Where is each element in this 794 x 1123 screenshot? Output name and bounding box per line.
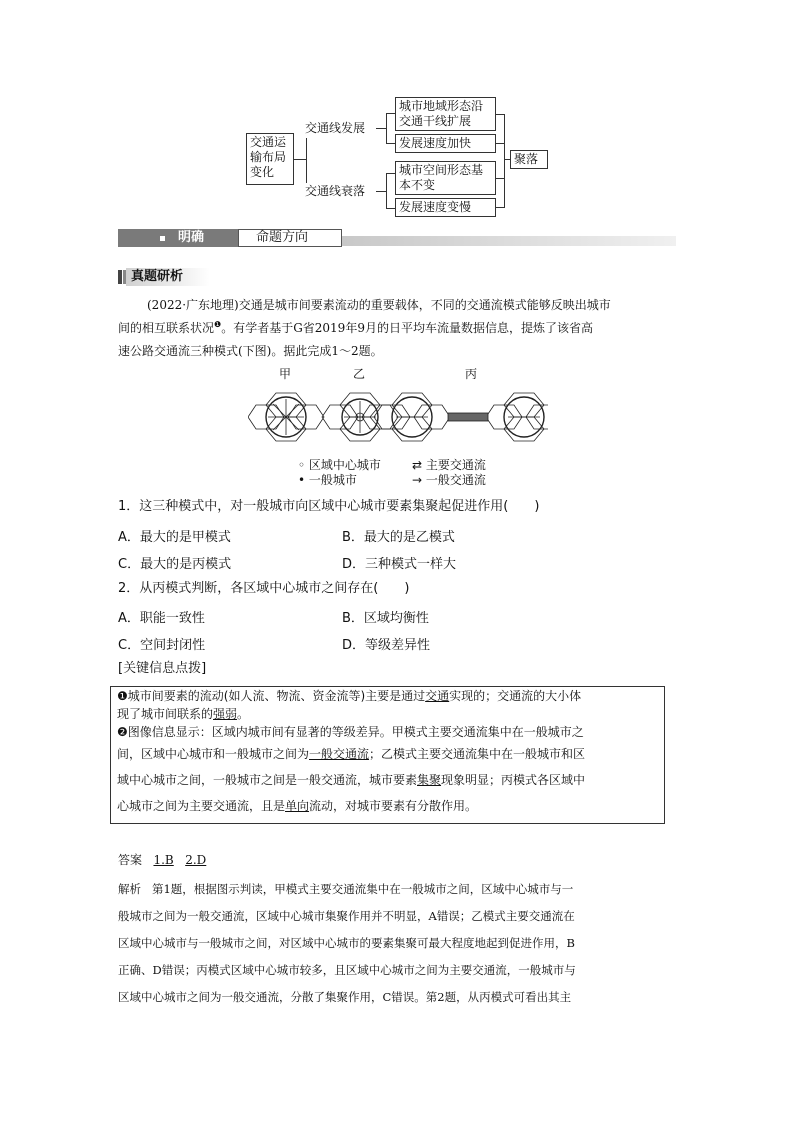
diagram-root-box (246, 133, 294, 185)
pattern-bing (374, 393, 548, 441)
analysis-l1: 第1题，根据图示判读，甲模式主要交通流集中在一般城市之间，区域中心城市与一 (151, 882, 574, 896)
q1-option-b[interactable]: B．最大的是乙模式 (342, 530, 455, 545)
analysis-line-3: 区域中心城市与一般城市之间，对区域中心城市的要素集聚可最大程度地起到促进作用，B (118, 936, 575, 950)
diagram-leaf-down-2 (395, 198, 496, 217)
k4u: 一般交通流 (309, 747, 370, 761)
analysis-line-4: 正确、D错误；丙模式区域中心城市较多，且区域中心城市之间为主要交通流，一般城市与 (118, 963, 576, 977)
q2-stem: 2．从丙模式判断，各区域中心城市之间存在( ) (118, 581, 410, 596)
k2u: 强弱 (213, 707, 238, 721)
banner-right: 命题方向 (256, 230, 309, 245)
k2a: 现了城市间联系的 (117, 707, 214, 721)
k6b: 流动，对城市要素有分散作用。 (309, 799, 478, 813)
k5b: 现象明显；丙模式各区域中 (441, 773, 586, 787)
q1-option-a[interactable]: A．最大的是甲模式 (118, 530, 231, 545)
leaf-up-1-label: 城市地域形态沿交通干线扩展 (399, 99, 484, 128)
legend-general-flow (412, 472, 486, 489)
intro-line-2-text: 间的相互联系状况 (118, 321, 215, 335)
diagram-branch-down (302, 183, 376, 201)
legend-main-flow-label: 主要交通流 (425, 458, 486, 472)
pattern-yi (322, 393, 398, 441)
leaf-down-1-label: 城市空间形态基本不变 (399, 163, 484, 192)
main-flow-icon: ⇄ (412, 458, 426, 472)
q1-option-c[interactable]: C．最大的是丙模式 (118, 557, 232, 572)
branch-up-label: 交通线发展 (305, 121, 366, 135)
legend-general-city (298, 472, 357, 489)
k1b: 实现的；交通流的大小体 (449, 689, 582, 703)
legend-general-flow-label: 一般交通流 (425, 473, 486, 487)
k6u: 单向 (285, 799, 310, 813)
diagram-leaf-up-1 (395, 97, 496, 131)
answer-1: 1.B (153, 853, 174, 867)
diagram-root-label: 交通运输布局变化 (250, 135, 287, 179)
key-info-line-1 (117, 688, 581, 705)
k4b: ；乙模式主要交通流集中在一般城市和区 (369, 747, 586, 761)
general-city-icon: • (298, 473, 309, 487)
pattern-jia (248, 393, 324, 441)
q2-option-d[interactable]: D．等级差异性 (342, 638, 431, 653)
diagram-result-box (510, 150, 548, 169)
leaf-up-2-label: 发展速度加快 (399, 136, 472, 150)
q1-option-d[interactable]: D．三种模式一样大 (342, 557, 457, 572)
k1a: ❶城市间要素的流动(如人流、物流、资金流等)主要是通过 (117, 689, 426, 703)
analysis-line-2: 般城市之间为一般交通流，区域中心城市集聚作用并不明显，A错误；乙模式主要交通流在 (118, 909, 575, 923)
intro-line-2-tail: 。有学者基于G省2019年9月的日平均车流量数据信息，提炼了该省高 (221, 321, 593, 335)
answer-label: 答案 (118, 853, 143, 867)
figure-label-jia: 甲 (279, 367, 292, 381)
k5u: 集聚 (417, 773, 442, 787)
result-label: 聚落 (514, 152, 539, 166)
key-info-line-2 (117, 706, 249, 723)
key-info-title: [关键信息点拨] (118, 661, 207, 676)
traffic-flow-diagram (248, 382, 548, 452)
diagram-branch-up (302, 120, 376, 138)
q1-stem: 1．这三种模式中，对一般城市向区域中心城市要素集聚起促进作用( ) (118, 499, 540, 514)
k6a: 心城市之间为主要交通流，且是 (117, 799, 286, 813)
diagram-leaf-down-1 (395, 161, 496, 195)
q2-option-b[interactable]: B．区域均衡性 (342, 611, 429, 626)
k4a: 间，区域中心城市和一般城市之间为 (117, 747, 310, 761)
diagram-leaf-up-2 (395, 134, 496, 153)
analysis-label: 解析 (118, 882, 141, 896)
general-flow-icon: → (412, 473, 426, 487)
key-info-line-5 (117, 772, 585, 789)
key-info-line-6 (117, 798, 477, 815)
answer-line (118, 851, 206, 868)
answer-2: 2.D (185, 853, 207, 867)
k1u: 交通 (425, 689, 450, 703)
legend-center-label: 区域中心城市 (308, 458, 381, 472)
figure-label-yi: 乙 (353, 367, 366, 381)
k2b: 。 (237, 707, 250, 721)
intro-line-3: 速公路交通流三种模式(下图)。据此完成1～2题。 (118, 344, 383, 358)
intro-mark-1: ❶ (214, 320, 222, 329)
k5a: 域中心城市之间，一般城市之间是一般交通流，城市要素 (117, 773, 418, 787)
section-title-text: 真题研析 (131, 269, 184, 284)
center-city-icon: ◦ (298, 458, 309, 472)
leaf-down-2-label: 发展速度变慢 (399, 200, 472, 214)
analysis-line-5: 区域中心城市之间为一般交通流，分散了集聚作用，C错误。第2题，从丙模式可看出其主 (118, 990, 572, 1004)
branch-down-label: 交通线衰落 (305, 184, 366, 198)
q2-option-a[interactable]: A．职能一致性 (118, 611, 205, 626)
intro-line-1: (2022·广东地理)交通是城市间要素流动的重要载体，不同的交通流模式能够反映出城市 (147, 298, 611, 312)
intro-line-2 (118, 319, 593, 336)
banner-left: 明确 (178, 230, 205, 245)
key-info-line-4 (117, 746, 585, 763)
analysis-line-1 (118, 881, 573, 897)
figure-label-bing: 丙 (465, 367, 478, 381)
q2-option-c[interactable]: C．空间封闭性 (118, 638, 206, 653)
key-info-line-3: ❷图像信息显示：区域内城市间有显著的等级差异。甲模式主要交通流集中在一般城市之 (117, 725, 584, 739)
legend-general-label: 一般城市 (308, 473, 357, 487)
